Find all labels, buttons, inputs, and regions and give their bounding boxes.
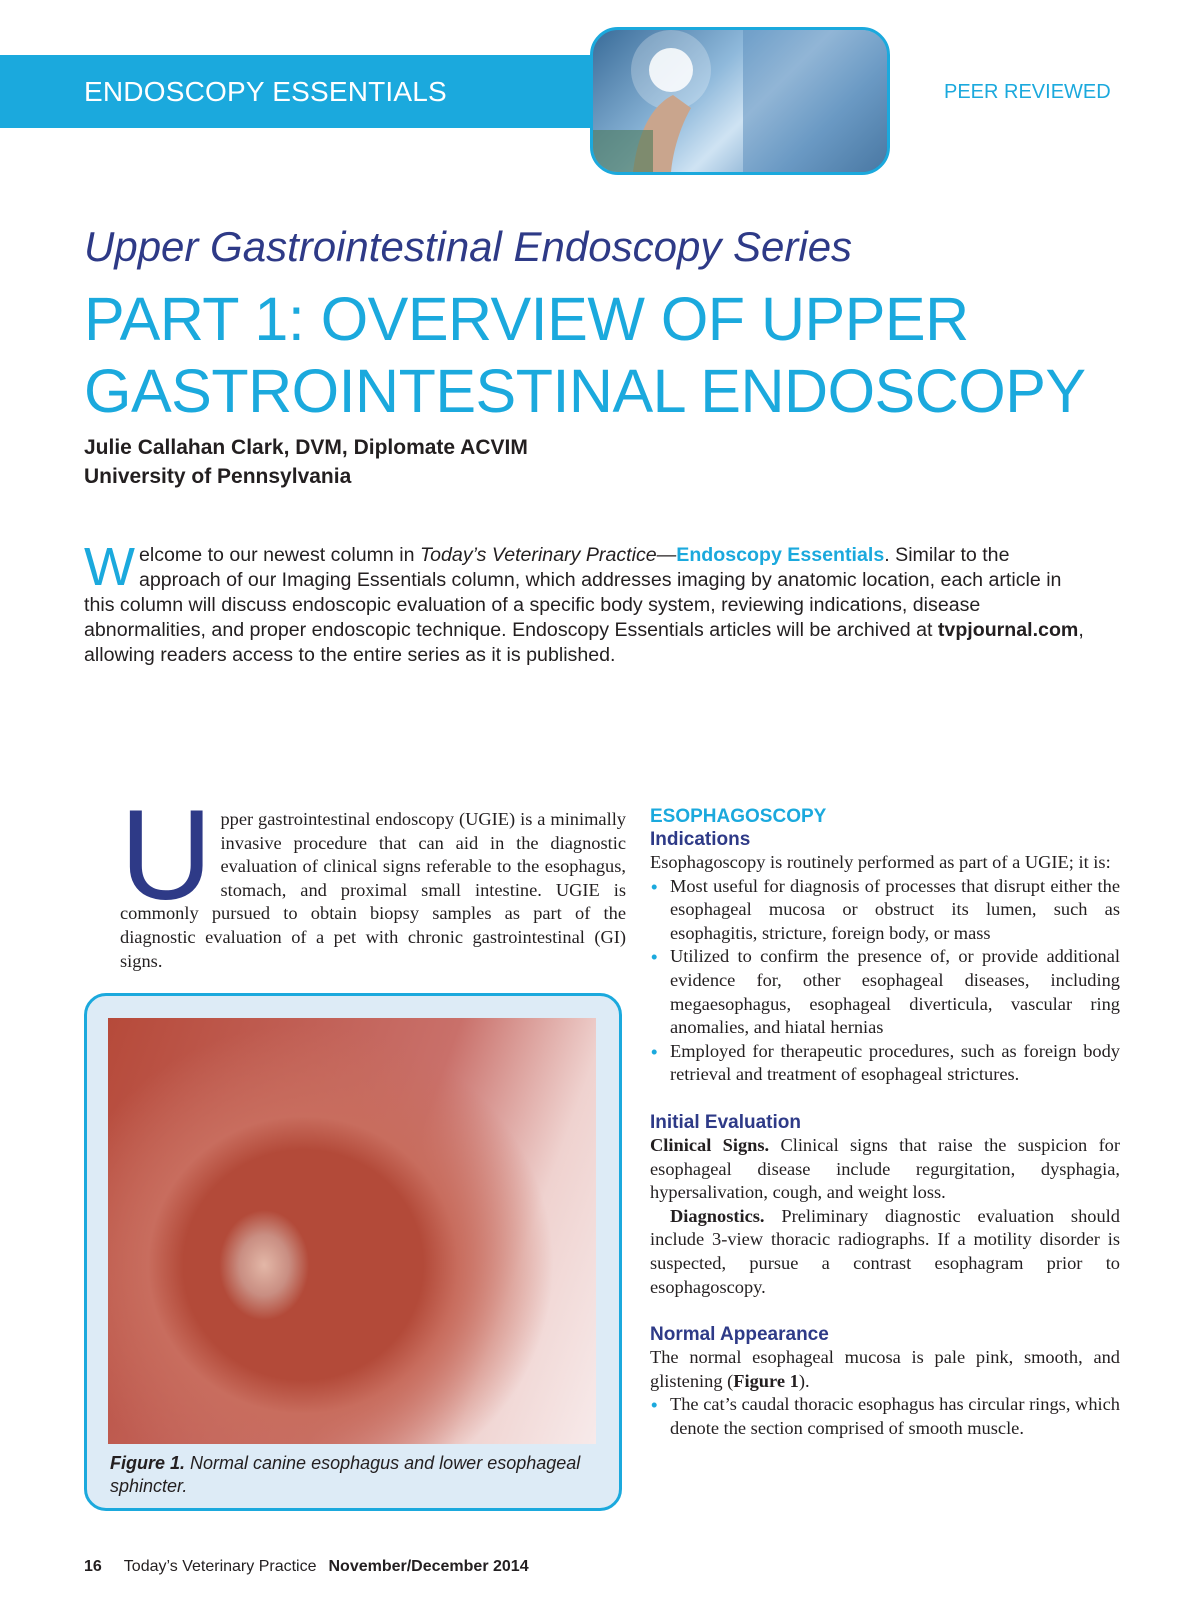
normal-appearance-heading: Normal Appearance <box>650 1324 829 1346</box>
endoscope-hand-illustration <box>593 30 887 172</box>
list-item-text: The cat’s caudal thoracic esophagus has circular rings, which denote the section comprised of smooth muscle. <box>670 1394 1120 1438</box>
diagnostics-label: Diagnostics. <box>670 1205 765 1226</box>
diagnostics-paragraph <box>650 1205 1120 1299</box>
article-title-line-2: GASTROINTESTINAL ENDOSCOPY <box>84 357 1086 425</box>
page-number: 16 <box>84 1558 102 1575</box>
author-name: Julie Callahan Clark, DVM, Diplomate ACVIM <box>84 436 528 459</box>
article-title <box>84 283 1144 427</box>
intro-text-2: . Similar to the approach of our Imaging Essentials column, which addresses imaging by anatomic location, each article in this column will discuss endoscopic evaluation of a specific body system, reviewing indications, disease abnormalities, and proper endoscopic technique. Endoscopy Essentials articles will be archived at <box>84 544 1062 641</box>
bullet-icon: • <box>651 946 658 968</box>
footer-issue: November/December 2014 <box>328 1558 529 1575</box>
author-affiliation: University of Pennsylvania <box>84 465 352 488</box>
indications-intro: Esophagoscopy is routinely performed as part of a UGIE; it is: <box>650 852 1111 872</box>
endoscopy-figure-image <box>108 1018 596 1444</box>
normal-appearance-list <box>650 1393 1120 1440</box>
normal-appearance-text-1: The normal esophageal mucosa is pale pink, smooth, and glistening ( <box>650 1347 1120 1391</box>
footer-publication: Today’s Veterinary Practice <box>123 1558 317 1575</box>
body-drop-cap: U <box>120 784 213 927</box>
list-item <box>650 1040 1120 1087</box>
list-item <box>650 875 1120 946</box>
clinical-signs-text: Clinical signs that raise the suspicion for esophageal disease include regurgitation, dysphagia, hypersalivation, cough, and weight loss. <box>650 1134 1121 1203</box>
normal-appearance-paragraph <box>650 1346 1120 1393</box>
section-label: ENDOSCOPY ESSENTIALS <box>84 76 447 107</box>
right-column <box>650 805 1120 1440</box>
bullet-icon: • <box>651 875 658 897</box>
figure-caption <box>110 1452 610 1498</box>
intro-column-name: Endoscopy Essentials <box>676 544 885 566</box>
list-item-text: Most useful for diagnosis of processes that disrupt either the esophageal mucosa or obstruct its lumen, such as esophagitis, stricture, foreign body, or mass <box>670 875 1120 943</box>
page-footer <box>84 1558 529 1576</box>
list-item-text: Utilized to confirm the presence of, or provide additional evidence for, other esophageal diseases, including megaesophagus, esophageal diverticula, vascular ring anomalies, and hiatal hernias <box>670 946 1120 1038</box>
left-column-body: pper gastrointestinal endoscopy (UGIE) is a minimally invasive procedure that can aid in the diagnostic evaluation of clinical signs referable to the esophagus, stomach, and proximal small intestine. UGIE is commonly pursued to obtain biopsy samples as part of the diagnostic evaluation of a pet with chronic gastrointestinal (GI) signs. <box>120 809 626 971</box>
indications-heading: Indications <box>650 829 751 850</box>
list-item <box>650 1393 1120 1440</box>
intro-url-link[interactable]: tvpjournal.com <box>937 619 1079 641</box>
bullet-icon: • <box>651 1394 658 1416</box>
list-item <box>650 945 1120 1039</box>
figure-reference: Figure 1 <box>733 1370 799 1391</box>
figure-caption-text: Normal canine esophagus and lower esophageal sphincter. <box>110 1453 581 1496</box>
author-block <box>84 433 528 491</box>
diagnostics-text: Preliminary diagnostic evaluation should include 3-view thoracic radiographs. If a motility disorder is suspected, pursue a contrast esophagram prior to esophagoscopy. <box>650 1205 1120 1297</box>
bullet-icon: • <box>651 1040 658 1062</box>
list-item-text: Employed for therapeutic procedures, such as foreign body retrieval and treatment of esophageal strictures. <box>670 1040 1120 1085</box>
intro-text-1: elcome to our newest column in <box>138 544 420 566</box>
clinical-signs-label: Clinical Signs. <box>650 1134 770 1155</box>
series-title: Upper Gastrointestinal Endoscopy Series <box>84 223 853 270</box>
intro-paragraph <box>84 537 1094 668</box>
header-photo <box>590 27 890 175</box>
intro-dash: — <box>656 544 677 566</box>
intro-publication: Today’s Veterinary Practice <box>419 544 657 566</box>
intro-drop-cap: W <box>84 537 135 597</box>
left-column <box>120 784 626 973</box>
indications-list <box>650 875 1120 1087</box>
intro-text-3: , allowing readers access to the entire series as it is published. <box>84 619 1084 666</box>
clinical-signs-paragraph <box>650 1134 1120 1205</box>
normal-appearance-text-2: ). <box>798 1370 810 1391</box>
article-title-line-1: PART 1: OVERVIEW OF UPPER <box>84 285 969 353</box>
initial-evaluation-heading: Initial Evaluation <box>650 1111 801 1133</box>
section-heading: ESOPHAGOSCOPY <box>650 806 827 827</box>
peer-reviewed-label: PEER REVIEWED <box>944 81 1111 103</box>
figure-label: Figure 1. <box>110 1453 186 1473</box>
